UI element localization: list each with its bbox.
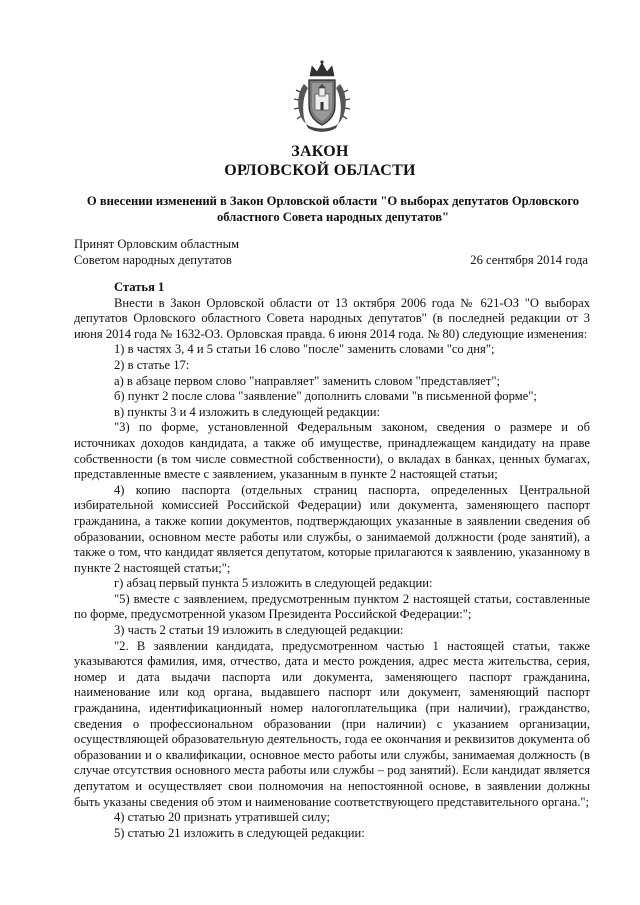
paragraph: 2) в статье 17: (114, 357, 190, 372)
paragraph: "3) по форме, установленной Федеральным законом, сведения о размере и об источниках доходов кандидата, а также об имуществе, принадлежащем кандидату на праве собственности (в том числе совместной собственности), о вкладах в банках, ценных бумагах, представленные вместе с заявлением, указанным в пункте 2 настоящей статьи; (74, 420, 590, 482)
paragraph: 4) копию паспорта (отдельных страниц паспорта, определенных Центральной избирательной комиссией Российской Федерации) или документа, заменяющего паспорт гражданина, а также копии документов, подтверждающих указанные в заявлении сведения об образовании, основном месте работы или службы, о занимаемой должности (роде занятий), а также о том, что кандидат является депутатом, которые прилагаются к заявлению, указанному в пункте 2 настоящей статьи;"; (74, 482, 590, 575)
paragraph: б) пункт 2 после слова "заявление" дополнить словами "в письменной форме"; (114, 389, 537, 404)
paragraph: г) абзац первый пункта 5 изложить в следующей редакции: (114, 576, 433, 591)
paragraph: в) пункты 3 и 4 изложить в следующей редакции: (114, 404, 380, 419)
region-title: ОРЛОВСКОЙ ОБЛАСТИ (224, 162, 416, 179)
paragraph: 1) в частях 3, 4 и 5 статьи 16 слово "после" заменить словами "со дня"; (114, 342, 495, 357)
adoption-block (74, 236, 239, 268)
adoption-line-2: Советом народных депутатов (74, 253, 232, 267)
article-title: Статья 1 (114, 280, 165, 294)
paragraph: Внести в Закон Орловской области от 13 октября 2006 года № 621-ОЗ "О выборах депутатов Орловского областного Совета народных депутатов" (в последней редакции от 3 июня 2014 года № 1632-ОЗ. Орловская правда. 6 июня 2014 года. № 80) следующие изменения: (74, 295, 590, 341)
coat-of-arms-icon (292, 58, 352, 134)
paragraph: а) в абзаце первом слово "направляет" заменить словом "представляет"; (114, 373, 501, 388)
paragraph: "2. В заявлении кандидата, предусмотренном частью 1 настоящей статьи, также указываются фамилия, имя, отчество, дата и место рождения, адрес места жительства, серия, номер и дата выдачи паспорта или документа, заменяющего паспорт гражданина, наименование или код органа, выдавшего паспорт или документ, заменяющий паспорт гражданина, идентификационный номер налогоплательщика (при наличии), гражданство, сведения о профессиональном образовании (при наличии) с указанием организации, осуществляющей образовательную деятельность, года ее окончания и реквизитов документа об образовании и о квалификации, основное место работы или службы, занимаемая должность (в случае отсутствия основного места работы или службы – род занятий). Если кандидат является депутатом и осуществляет свои полномочия на непостоянной основе, в заявлении должны быть указаны сведения об этом и наименование соответствующего представительного органа."; (74, 638, 590, 809)
adoption-line-1: Принят Орловским областным (74, 237, 240, 251)
paragraph: "5) вместе с заявлением, предусмотренным пунктом 2 настоящей статьи, составленные по форме, предусмотренной указом Президента Российской Федерации:"; (74, 591, 590, 622)
law-title: ЗАКОН (291, 143, 349, 160)
paragraph: 3) часть 2 статьи 19 изложить в следующей редакции: (114, 623, 404, 638)
law-subtitle: О внесении изменений в Закон Орловской области "О выборах депутатов Орловского областного Совета народных депутатов" (86, 194, 580, 224)
law-body (74, 280, 590, 841)
paragraph: 4) статью 20 признать утратившей силу; (114, 810, 330, 825)
paragraph: 5) статью 21 изложить в следующей редакции: (114, 825, 365, 840)
adoption-date: 26 сентября 2014 года (470, 253, 588, 267)
